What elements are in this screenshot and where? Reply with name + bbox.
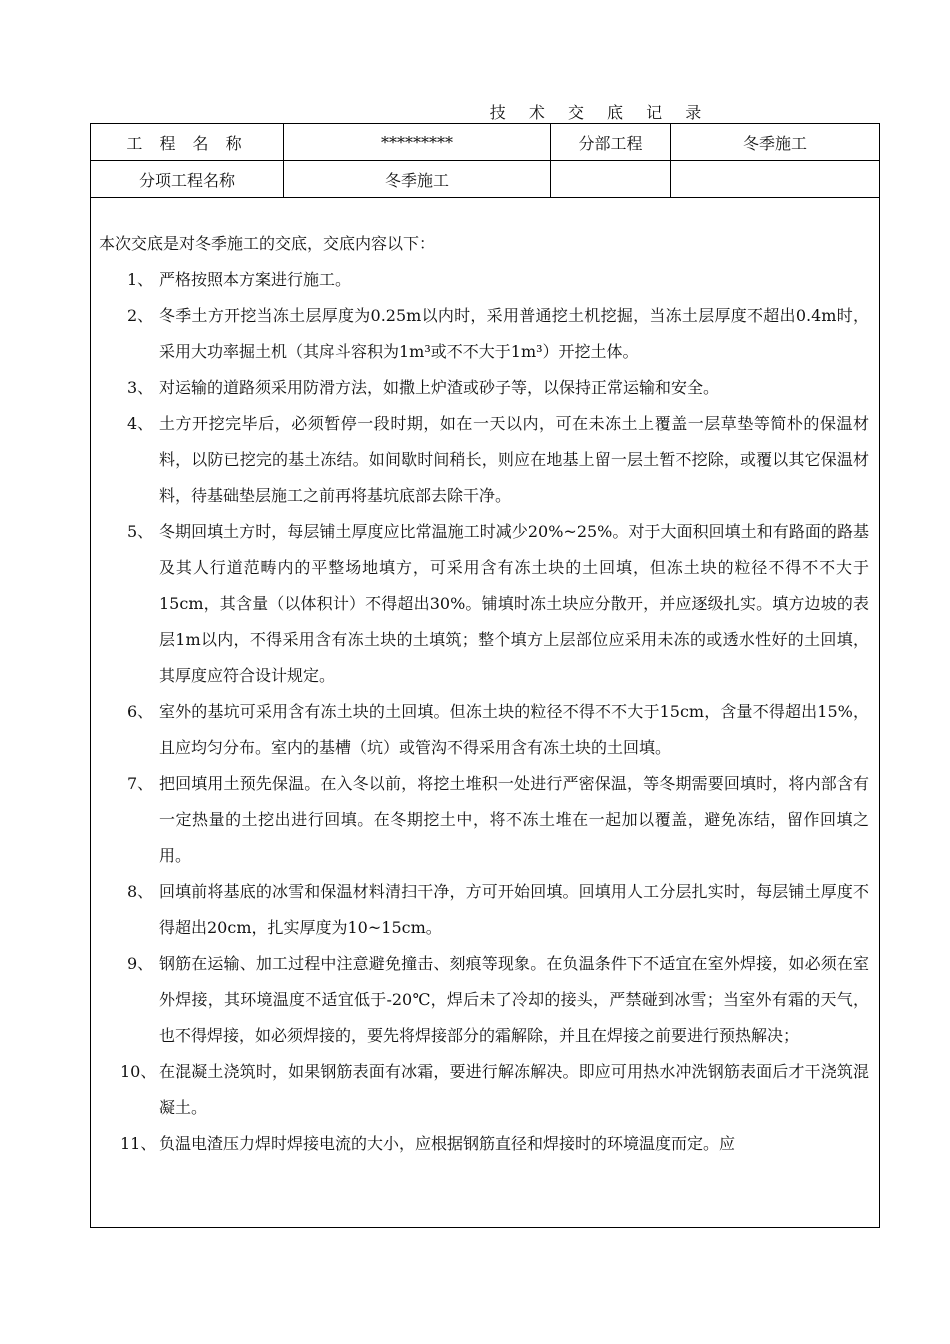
item-number: 9、 xyxy=(127,954,154,973)
item-text: 负温电渣压力焊时焊接电流的大小，应根据钢筋直径和焊接时的环境温度而定。应 xyxy=(159,1134,736,1153)
item-number: 3、 xyxy=(127,378,154,397)
item-text: 土方开挖完毕后，必须暂停一段时期，如在一天以内，可在未冻土上覆盖一层草垫等简朴的保温材料，以防已挖完的基土冻结。如间歇时间稍长，则应在地基上留一层土暂不挖除，或覆以其它保温材料，待基础垫层施工之前再将基坑底部去除干净。 xyxy=(159,414,869,505)
list-item xyxy=(99,766,869,874)
item-text: 冬季土方开挖当冻土层厚度为0.25m以内时，采用普通挖土机挖掘，当冻土层厚度不超出0.4m时，采用大功率掘土机（其戽斗容积为1m³或不不大于1m³）开挖土体。 xyxy=(159,306,869,361)
item-number: 11、 xyxy=(120,1134,157,1153)
list-item xyxy=(99,1054,869,1126)
item-text: 对运输的道路须采用防滑方法，如撒上炉渣或砂子等，以保持正常运输和安全。 xyxy=(159,378,720,397)
header-row-1 xyxy=(91,124,879,161)
item-number: 10、 xyxy=(120,1062,157,1081)
list-item xyxy=(99,874,869,946)
project-name-label: 工 程 名 称 xyxy=(91,124,284,160)
extra-value xyxy=(671,161,879,197)
subdivision-value: 冬季施工 xyxy=(284,161,551,197)
list-item xyxy=(99,370,869,406)
list-item xyxy=(99,1126,869,1162)
list-item xyxy=(99,946,869,1054)
item-text: 回填前将基底的冰雪和保温材料清扫干净，方可开始回填。回填用人工分层扎实时，每层铺土厚度不得超出20cm，扎实厚度为10~15cm。 xyxy=(159,882,869,937)
disclosure-content xyxy=(91,198,879,1162)
item-number: 5、 xyxy=(127,522,154,541)
list-item xyxy=(99,406,869,514)
list-item xyxy=(99,514,869,694)
item-number: 2、 xyxy=(127,306,154,325)
item-text: 把回填用土预先保温。在入冬以前，将挖土堆积一处进行严密保温，等冬期需要回填时，将内部含有一定热量的土挖出进行回填。在冬期挖土中，将不冻土堆在一起加以覆盖，避免冻结，留作回填之用。 xyxy=(159,774,869,865)
list-item xyxy=(99,694,869,766)
document-title: 技 术 交 底 记 录 xyxy=(489,103,711,122)
list-item xyxy=(99,298,869,370)
project-name-value: ********* xyxy=(284,124,551,160)
division-label: 分部工程 xyxy=(551,124,671,160)
item-number: 8、 xyxy=(127,882,154,901)
item-number: 4、 xyxy=(127,414,154,433)
item-text: 在混凝土浇筑时，如果钢筋表面有冰霜，要进行解冻解决。即应可用热水冲洗钢筋表面后才干浇筑混凝土。 xyxy=(159,1062,869,1117)
item-number: 7、 xyxy=(127,774,154,793)
item-text: 冬期回填土方时，每层铺土厚度应比常温施工时减少20%~25%。对于大面积回填土和有路面的路基及其人行道范畴内的平整场地填方，可采用含有冻土块的土回填，但冻土块的粒径不得不不大于15cm，其含量（以体积计）不得超出30%。铺填时冻土块应分散开，并应逐级扎实。填方边坡的表层1m以内，不得采用含有冻土块的土填筑；整个填方上层部位应采用未冻的或透水性好的土回填，其厚度应符合设计规定。 xyxy=(159,522,869,685)
disclosure-record-table xyxy=(90,123,880,1228)
division-value: 冬季施工 xyxy=(742,133,807,153)
subdivision-label: 分项工程名称 xyxy=(91,161,284,197)
header-row-2 xyxy=(91,161,879,198)
item-number: 6、 xyxy=(127,702,154,721)
item-text: 钢筋在运输、加工过程中注意避免撞击、刻痕等现象。在负温条件下不适宜在室外焊接，如必须在室外焊接，其环境温度不适宜低于-20℃，焊后未了冷却的接头，严禁碰到冰雪；当室外有霜的天气，也不得焊接，如必须焊接的，要先将焊接部分的霜解除，并且在焊接之前要进行预热解决； xyxy=(159,954,869,1045)
content-intro: 本次交底是对冬季施工的交底，交底内容以下： xyxy=(99,234,436,253)
item-text: 室外的基坑可采用含有冻土块的土回填。但冻土块的粒径不得不不大于15cm，含量不得超出15%，且应均匀分布。室内的基槽（坑）或管沟不得采用含有冻土块的土回填。 xyxy=(159,702,869,757)
item-number: 1、 xyxy=(127,270,154,289)
list-item xyxy=(99,262,869,298)
item-text: 严格按照本方案进行施工。 xyxy=(159,270,352,289)
extra-label xyxy=(551,161,671,197)
